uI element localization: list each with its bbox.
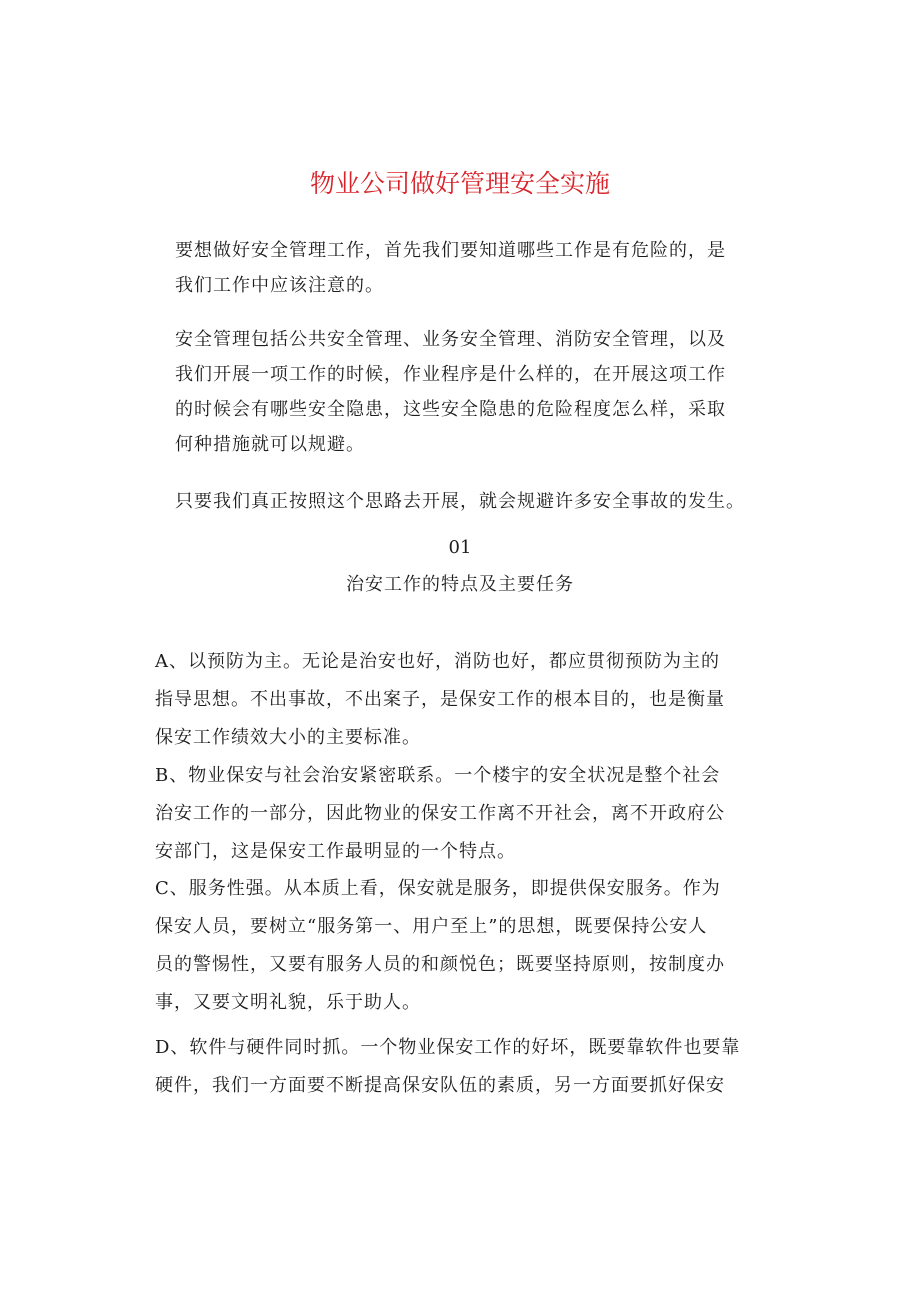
- item-line: D、软件与硬件同时抓。一个物业保安工作的好坏，既要靠软件也要靠: [155, 1037, 741, 1058]
- section-title: 治安工作的特点及主要任务: [346, 574, 574, 595]
- intro-paragraph-1: [175, 233, 775, 303]
- item-line: A、以预防为主。无论是治安也好，消防也好，都应贯彻预防为主的: [155, 651, 720, 672]
- list-item-c: [155, 870, 767, 1022]
- paragraph-line: 我们开展一项工作的时候，作业程序是什么样的，在开展这项工作: [175, 364, 726, 385]
- intro-paragraph-3: [175, 484, 775, 519]
- list-item-d: [155, 1029, 767, 1105]
- document-title: 物业公司做好管理安全实施: [309, 169, 610, 198]
- item-line: 员的警惕性，又要有服务人员的和颜悦色；既要坚持原则，按制度办: [155, 954, 725, 975]
- item-line: 治安工作的一部分，因此物业的保安工作离不开社会，离不开政府公: [155, 803, 725, 824]
- item-line: 保安人员，要树立“服务第一、用户至上”的思想，既要保持公安人: [155, 916, 708, 937]
- item-line: 安部门，这是保安工作最明显的一个特点。: [155, 841, 516, 862]
- item-line: 硬件，我们一方面要不断提高保安队伍的素质，另一方面要抓好保安: [155, 1075, 725, 1096]
- paragraph-line: 只要我们真正按照这个思路去开展，就会规避许多安全事故的发生。: [175, 491, 745, 512]
- item-line: B、物业保安与社会治安紧密联系。一个楼宇的安全状况是整个社会: [155, 765, 721, 786]
- item-line: 事，又要文明礼貌，乐于助人。: [155, 992, 421, 1013]
- item-line: 指导思想。不出事故，不出案子，是保安工作的根本目的，也是衡量: [155, 689, 725, 710]
- paragraph-line: 何种措施就可以规避。: [175, 434, 365, 455]
- paragraph-line: 我们工作中应该注意的。: [175, 275, 384, 296]
- item-line: C、服务性强。从本质上看，保安就是服务，即提供保安服务。作为: [155, 878, 721, 899]
- list-item-b: [155, 757, 767, 871]
- paragraph-line: 安全管理包括公共安全管理、业务安全管理、消防安全管理，以及: [175, 329, 726, 350]
- section-number: 01: [448, 537, 472, 558]
- list-item-a: [155, 643, 767, 757]
- paragraph-line: 的时候会有哪些安全隐患，这些安全隐患的危险程度怎么样，采取: [175, 399, 726, 420]
- intro-paragraph-2: [175, 322, 775, 462]
- item-line: 保安工作绩效大小的主要标准。: [155, 727, 421, 748]
- paragraph-line: 要想做好安全管理工作，首先我们要知道哪些工作是有危险的，是: [175, 240, 726, 261]
